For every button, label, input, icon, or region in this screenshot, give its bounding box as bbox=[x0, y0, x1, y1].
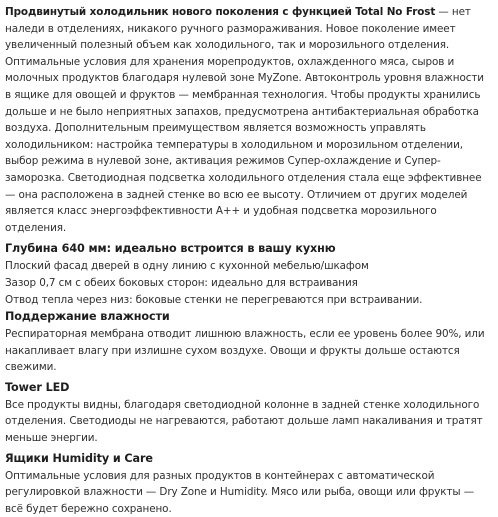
intro-lead: Продвинутый холодильник нового поколения с функцией Total No Frost bbox=[5, 6, 436, 18]
section-tower-led bbox=[5, 379, 493, 447]
section-title: Tower LED bbox=[5, 380, 70, 394]
section-text: Оптимальные условия для разных продуктов в контейнерах с автоматической регулировкой влажности — Dry Zone и Humidity. Мясо или рыба, овощи или фрукты — всё будет бережно сохранено. bbox=[5, 469, 474, 515]
intro-text: — нет наледи в отделениях, никакого ручного размораживания. Новое поколение имеет увеличенный полезный объем как холодильного, так и морозильного отделения. Оптимальные условия для хранения морепродуктов, охлажденного мяса, сыров и молочных продуктов благодаря нулевой зоне MyZone. Автоконтроль уровня влажности в ящике для овощей и фруктов — мембранная технология. Чтобы продукты хранились дольше и не было неприятных запахов, предусмотрена антибактериальная обработка воздуха. Дополнительным преимуществом является возможность управлять холодильником: настройка температуры в холодильном и морозильном отделении, выбор режима в нулевой зоне, активация режимов Супер-охлаждение и Супер-заморозка. Светодиодная подсветка холодильного отделения стала еще эффективнее — она расположена в задней стенке во всю ее высоту. Отличием от других моделей является класс энергоэффективности А++ и удобная подсветка морозильного отделения. bbox=[5, 6, 484, 234]
section-humidity bbox=[5, 308, 493, 376]
section-title: Поддержание влажности bbox=[5, 310, 170, 324]
section-depth bbox=[5, 240, 493, 308]
depth-line-gap: Зазор 0,7 см с обеих боковых сторон: идеально для встраивания bbox=[5, 276, 358, 289]
section-drawers bbox=[5, 450, 493, 517]
section-title: Ящики Humidity и Care bbox=[5, 451, 153, 465]
section-text: Респираторная мембрана отводит лишнюю влажность, если ее уровень более 90%, или накапливает влагу при излишне сухом воздухе. Овощи и фрукты дольше остаются свежими. bbox=[5, 328, 485, 374]
intro-paragraph bbox=[5, 4, 493, 236]
section-title: Глубина 640 мм: идеально встроится в вашу кухню bbox=[5, 242, 336, 256]
section-text: Все продукты видны, благодаря светодиодной колонне в задней стенке холодильного отделения. Светодиоды не нагреваются, работают дольше ламп накаливания и тратят меньше энергии. bbox=[5, 398, 483, 445]
depth-line-heat: Отвод тепла через низ: боковые стенки не перегреваются при встраивании. bbox=[5, 293, 423, 306]
depth-line-facade: Плоский фасад дверей в одну линию с кухонной мебелью/шкафом bbox=[5, 260, 369, 273]
